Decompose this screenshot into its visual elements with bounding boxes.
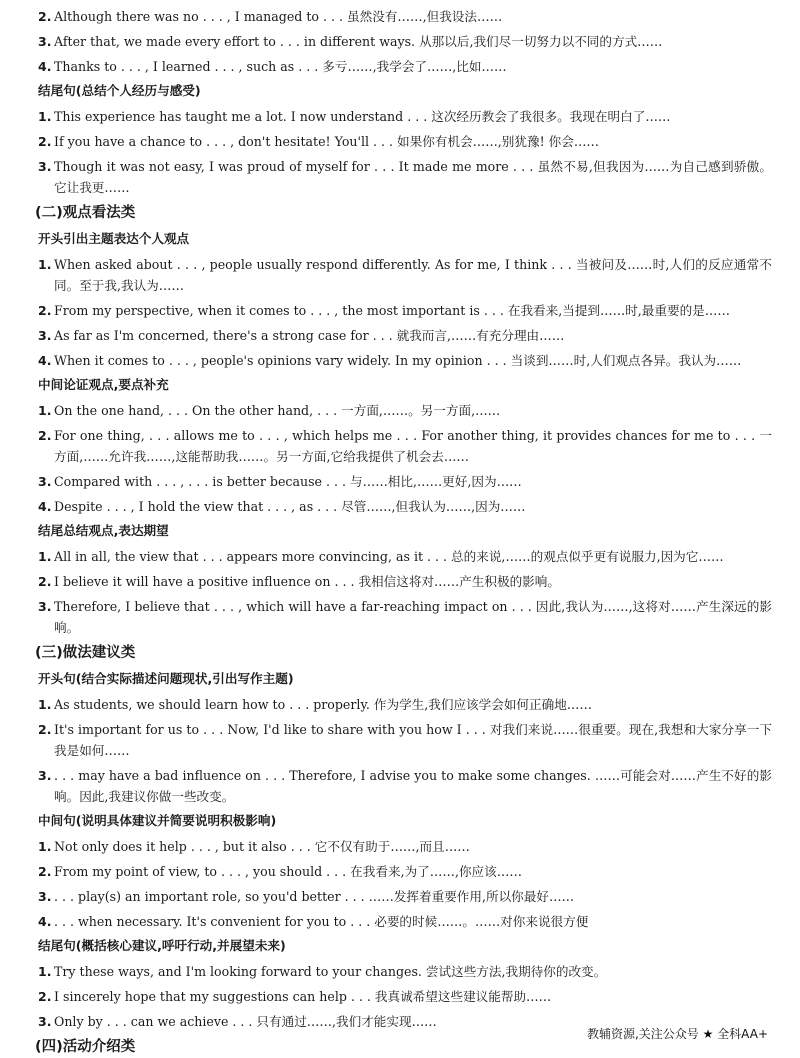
footer-watermark: 教辅资源,关注公众号 ★ 全科AA+ bbox=[586, 1027, 768, 1041]
item-text: For one thing, . . . allows me to . . . , which helps me . . . For another thing, it provides chances for me to . . . 一方面,……允许我……,这能帮助我……。另一方面,它给我提供了机会去…… bbox=[54, 428, 772, 464]
item-number: 1. bbox=[38, 839, 52, 854]
item-text: . . . when necessary. It's convenient for you to . . . 必要的时候……。……对你来说很方便 bbox=[54, 914, 589, 929]
subsection-heading: 中间论证观点,要点补充 bbox=[38, 377, 169, 392]
item-number: 4. bbox=[38, 59, 52, 74]
item-number: 3. bbox=[38, 159, 52, 174]
subsection-heading: 结尾总结观点,表达期望 bbox=[38, 523, 169, 538]
list-item bbox=[38, 400, 772, 421]
subsection-heading: 开头句(结合实际描述问题现状,引出写作主题) bbox=[38, 671, 294, 686]
list-item bbox=[38, 496, 772, 517]
list-item bbox=[38, 300, 772, 321]
item-number: 1. bbox=[38, 403, 52, 418]
item-text: As students, we should learn how to . . . properly. 作为学生,我们应该学会如何正确地…… bbox=[54, 697, 592, 712]
list-item bbox=[38, 986, 772, 1007]
item-number: 2. bbox=[38, 428, 52, 443]
item-number: 3. bbox=[38, 889, 52, 904]
item-text: Only by . . . can we achieve . . . 只有通过……,我们才能实现…… bbox=[54, 1014, 437, 1029]
list-item bbox=[38, 911, 772, 932]
item-number: 2. bbox=[38, 303, 52, 318]
list-item bbox=[38, 596, 772, 638]
item-text: Compared with . . . , . . . is better because . . . 与……相比,……更好,因为…… bbox=[54, 474, 522, 489]
subsection-heading: 结尾句(总结个人经历与感受) bbox=[38, 83, 201, 98]
list-item bbox=[38, 106, 772, 127]
section-heading: (二)观点看法类 bbox=[35, 205, 136, 221]
item-text: When asked about . . . , people usually respond differently. As for me, I think . . . 当被问及……时,人们的反应通常不同。至于我,我认为…… bbox=[54, 257, 772, 293]
item-text: When it comes to . . . , people's opinions vary widely. In my opinion . . . 当谈到……时,人们观点各异。我认为…… bbox=[54, 353, 742, 368]
list-item bbox=[38, 546, 772, 567]
list-item bbox=[38, 694, 772, 715]
item-text: Although there was no . . . , I managed to . . . 虽然没有……,但我设法…… bbox=[54, 9, 503, 24]
item-number: 2. bbox=[38, 864, 52, 879]
item-text: I believe it will have a positive influence on . . . 我相信这将对……产生积极的影响。 bbox=[54, 574, 560, 589]
item-text: As far as I'm concerned, there's a strong case for . . . 就我而言,……有充分理由…… bbox=[54, 328, 565, 343]
item-text: Though it was not easy, I was proud of myself for . . . It made me more . . . 虽然不易,但我因为……为自己感到骄傲。它让我更…… bbox=[54, 159, 772, 195]
item-number: 2. bbox=[38, 9, 52, 24]
subsection-heading: 结尾句(概括核心建议,呼吁行动,并展望未来) bbox=[38, 938, 286, 953]
list-item bbox=[38, 765, 772, 807]
list-item bbox=[38, 425, 772, 467]
item-text: This experience has taught me a lot. I now understand . . . 这次经历教会了我很多。我现在明白了…… bbox=[54, 109, 671, 124]
item-text: Thanks to . . . , I learned . . . , such as . . . 多亏……,我学会了……,比如…… bbox=[54, 59, 507, 74]
list-item bbox=[38, 131, 772, 152]
item-text: Despite . . . , I hold the view that . . . , as . . . 尽管……,但我认为……,因为…… bbox=[54, 499, 526, 514]
item-number: 2. bbox=[38, 134, 52, 149]
item-text: From my point of view, to . . . , you should . . . 在我看来,为了……,你应该…… bbox=[54, 864, 522, 879]
item-text: I sincerely hope that my suggestions can help . . . 我真诚希望这些建议能帮助…… bbox=[54, 989, 552, 1004]
item-number: 2. bbox=[38, 989, 52, 1004]
item-number: 2. bbox=[38, 574, 52, 589]
item-number: 3. bbox=[38, 1014, 52, 1029]
list-item bbox=[38, 350, 772, 371]
item-number: 3. bbox=[38, 599, 52, 614]
list-item bbox=[38, 719, 772, 761]
item-number: 1. bbox=[38, 549, 52, 564]
item-text: From my perspective, when it comes to . . . , the most important is . . . 在我看来,当提到……时,最重要的是…… bbox=[54, 303, 730, 318]
list-item bbox=[38, 961, 772, 982]
subsection-heading: 开头引出主题表达个人观点 bbox=[38, 231, 190, 246]
item-number: 1. bbox=[38, 964, 52, 979]
item-number: 4. bbox=[38, 353, 52, 368]
item-number: 3. bbox=[38, 474, 52, 489]
list-item bbox=[38, 6, 772, 27]
subsection-heading: 中间句(说明具体建议并简要说明积极影响) bbox=[38, 813, 277, 828]
list-item bbox=[38, 886, 772, 907]
item-number: 3. bbox=[38, 34, 52, 49]
item-number: 2. bbox=[38, 722, 52, 737]
list-item bbox=[38, 56, 772, 77]
item-number: 1. bbox=[38, 697, 52, 712]
list-item bbox=[38, 31, 772, 52]
list-item bbox=[38, 571, 772, 592]
section-heading: (四)活动介绍类 bbox=[35, 1039, 136, 1055]
item-text: After that, we made every effort to . . . in different ways. 从那以后,我们尽一切努力以不同的方式…… bbox=[54, 34, 663, 49]
document-body bbox=[35, 6, 772, 1058]
item-text: . . . play(s) an important role, so you'd better . . . ……发挥着重要作用,所以你最好…… bbox=[54, 889, 575, 904]
item-number: 1. bbox=[38, 109, 52, 124]
item-text: Not only does it help . . . , but it also . . . 它不仅有助于……,而且…… bbox=[54, 839, 470, 854]
item-number: 4. bbox=[38, 499, 52, 514]
item-number: 4. bbox=[38, 914, 52, 929]
item-number: 3. bbox=[38, 328, 52, 343]
item-text: Try these ways, and I'm looking forward to your changes. 尝试这些方法,我期待你的改变。 bbox=[54, 964, 607, 979]
list-item bbox=[38, 254, 772, 296]
list-item bbox=[38, 861, 772, 882]
list-item bbox=[38, 836, 772, 857]
section-heading: (三)做法建议类 bbox=[35, 645, 136, 661]
item-text: Therefore, I believe that . . . , which will have a far-reaching impact on . . . 因此,我认为……,这将对……产生深远的影响。 bbox=[54, 599, 772, 635]
item-text: If you have a chance to . . . , don't hesitate! You'll . . . 如果你有机会……,别犹豫! 你会…… bbox=[54, 134, 600, 149]
item-text: All in all, the view that . . . appears more convincing, as it . . . 总的来说,……的观点似乎更有说服力,因为它…… bbox=[54, 549, 724, 564]
list-item bbox=[38, 471, 772, 492]
item-text: On the one hand, . . . On the other hand, . . . 一方面,……。另一方面,…… bbox=[54, 403, 501, 418]
item-number: 3. bbox=[38, 768, 52, 783]
item-number: 1. bbox=[38, 257, 52, 272]
list-item bbox=[38, 156, 772, 198]
item-text: It's important for us to . . . Now, I'd like to share with you how I . . . 对我们来说……很重要。现在,我想和大家分享一下我是如何…… bbox=[54, 722, 772, 758]
list-item bbox=[38, 325, 772, 346]
item-text: . . . may have a bad influence on . . . Therefore, I advise you to make some changes. ……可能会对……产生不好的影响。因此,我建议你做一些改变。 bbox=[54, 768, 772, 804]
